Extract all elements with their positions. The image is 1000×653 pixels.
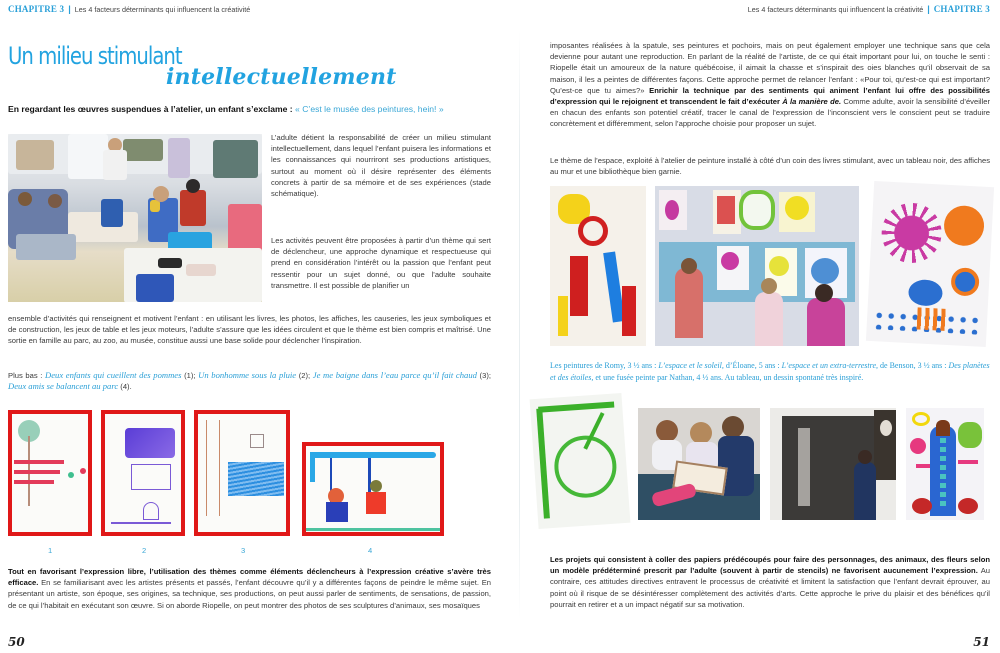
caption-text-3: de Benson, 3 ½ ans :	[878, 361, 949, 370]
closing-text-left: En se familiarisant avec les artistes présents et passés, l’enfant découvre qu’il y a différentes façons de peindre le même sujet. En présentant un artiste, son époque, ses origines, sa technique, ses productions, on peut aussi parler de sentiments, de sensations, de passion, de ce qui l’habitait en exécutant son œuvre. Si on aborde Riopelle, on peut montrer des photos de ses sculptures d’animaux, ses mosaïques	[8, 578, 491, 610]
chapter-label: CHAPITRE 3	[933, 4, 990, 14]
photo-reading-children	[638, 408, 760, 520]
lead-quote: « C’est le musée des peintures, hein! »	[295, 104, 444, 114]
caption-title-2: L’espace et un extra-terrestre,	[781, 361, 879, 370]
closing-paragraph-left	[8, 566, 491, 611]
running-head-title: Les 4 facteurs déterminants qui influencent la créativité	[74, 4, 251, 14]
drawing-3	[194, 410, 290, 536]
painting-rocket	[906, 408, 984, 520]
page-number-left: 50	[8, 635, 25, 649]
caption-title-1: L’espace et le soleil,	[658, 361, 724, 370]
plus-bas-label: Plus bas :	[8, 371, 45, 380]
closing-paragraph-right	[550, 554, 990, 610]
drawing-title-3: Je me baigne dans l’eau parce qu’il fait chaud	[312, 370, 477, 380]
drawing-2	[101, 410, 185, 536]
closing-bold-right: Les projets qui consistent à coller des papiers prédécoupés pour faire des personnages, des animaux, des fleurs selon un modèle prédéterminé prescrit par l’adulte (souvent à partir de stencils) ne favorisent aucunement l’expression.	[550, 555, 990, 576]
paragraph-2-bottom: ensemble d’activités qui renseignent et motivent l’enfant : en utilisant les livres, les photos, les affiches, les causeries, les jeux symboliques et de construction, les jeux de table et les jeux moteurs, l’adulte s’assure que les idées circulent et que le thème est bien compris et maîtrisé. Une sortie en famille au parc, au zoo, au musée, constitue aussi une base solide pour déclencher l’inspiration.	[8, 314, 491, 346]
running-head-title: Les 4 facteurs déterminants qui influencent la créativité	[747, 4, 924, 14]
photo-caption	[550, 360, 990, 383]
plus-bas	[8, 370, 491, 392]
drawing-number-3: 3	[241, 546, 246, 555]
closing-bold-left: Tout en favorisant l’expression libre, l’utilisation des thèmes comme éléments déclencheurs à l’expression créative s’avère très efficace.	[8, 567, 491, 588]
drawing-ref-1: (1);	[181, 371, 199, 380]
separator: |	[927, 4, 930, 14]
page-title-line1: Un milieu stimulant	[8, 42, 182, 70]
drawing-number-4: 4	[368, 546, 373, 555]
paragraph-riopelle	[550, 40, 990, 130]
separator: |	[68, 4, 71, 14]
painting-green	[530, 393, 631, 529]
caption-text-4: et une fusée peinte par Nathan, 4 ½ ans. Au tableau, un dessin spontané très inspiré.	[593, 372, 864, 382]
running-head-left	[8, 4, 250, 14]
lead-text: En regardant les œuvres suspendues à l’atelier, un enfant s’exclame :	[8, 104, 296, 114]
drawing-number-1: 1	[48, 546, 53, 555]
drawing-ref-3: (3);	[476, 371, 491, 380]
drawing-ref-4: (4).	[118, 382, 132, 392]
page-number-right: 51	[973, 635, 990, 649]
drawing-4	[302, 442, 444, 536]
drawing-title-2: Un bonhomme sous la pluie	[198, 370, 297, 380]
lead-sentence	[8, 104, 444, 114]
paragraph-1: L’adulte détient la responsabilité de créer un milieu stimulant intellectuellement, dans lequel l’enfant puisera les informations et les connaissances qui nourriront ses productions artistiques, surtout au moment où il désire représenter des éléments concrets à partir de sa mémoire et de ses expériences (stade schématique).	[271, 133, 491, 199]
photo-chalkboard	[770, 408, 896, 520]
classroom-photo	[8, 134, 262, 302]
drawing-title-1: Deux enfants qui cueillent des pommes	[45, 370, 182, 380]
closing-text-right: Au contraire, ces attitudes directives entravent le processus de créativité et limitent la satisfaction que l’enfant devrait éprouver, au point où il risque de se désintéresser complètement des activités d’arts. Cette approche le prive du plaisir et des bénéfices qu’il pourrait en retirer et a un impact négatif sur sa motivation.	[550, 566, 990, 609]
caption-text-2: d’Éloane, 5 ans :	[723, 361, 782, 370]
drawing-number-2: 2	[142, 546, 147, 555]
painting-romy	[550, 186, 646, 346]
photo-children-painting	[655, 186, 859, 346]
page-title-line2: intellectuellement	[166, 64, 397, 90]
drawing-title-4: Deux amis se balancent au parc	[8, 381, 119, 392]
riopelle-bold: Enrichir la technique par des sentiments qui animent l’enfant lui offre des possibilités d’expression qui le rejoignent et transcendent le fait d’exécuter	[550, 85, 990, 107]
running-head-right	[748, 4, 990, 14]
riopelle-text: imposantes réalisées à la spatule, ses peintures et pochoirs, mais on peut également employer une technique sans que cela devienne pour autant une reproduction. En parlant de la réalité de l’artiste, de ce qui était important pour lui, on touche le senti : Riopelle était un amoureux de la nature québécoise, il aimait la chasse et s’inspirait des oies blanches qu’il observait de sa maison, il les a peintes de différentes façons. Cette approche permet de relancer l’enfant : «Pour toi, qu’est-ce qui est important? Qu’est-ce que tu aimes?»	[550, 41, 990, 95]
paragraph-space-theme: Le thème de l’espace, exploité à l’atelier de peinture installé à côté d’un coin des livres stimulant, avec un tableau noir, des affiches au mur et une bibliothèque bien garnie.	[550, 156, 990, 177]
painting-benson	[866, 181, 994, 347]
caption-text-1: Les peintures de Romy, 3 ½ ans :	[550, 361, 659, 370]
riopelle-tail: Comme adulte, avoir la sensibilité d’éveiller en chacun des enfants son potentiel créatif, tracer le canal de l’expression de l’inconscient vers le conscient peut se traduire concrètement et différemment, selon l’approche choisie pour proposer un sujet.	[550, 97, 991, 129]
caption-title-3: Des planètes et des étoiles,	[550, 361, 990, 382]
paragraph-2-top: Les activités peuvent être proposées à partir d’un thème qui sert de déclencheur, une approche dynamique et respectueuse qui prend en considération l’intérêt ou la passion que l’enfant peut ressentir pour un sujet donné, ou que l’adulte souhaite transmettre. Il est possible de planifier un	[271, 236, 491, 290]
riopelle-bold-italic: À la manière de.	[782, 97, 842, 107]
drawing-ref-2: (2);	[296, 371, 313, 380]
drawing-1	[8, 410, 92, 536]
chapter-label: CHAPITRE 3	[8, 4, 65, 14]
